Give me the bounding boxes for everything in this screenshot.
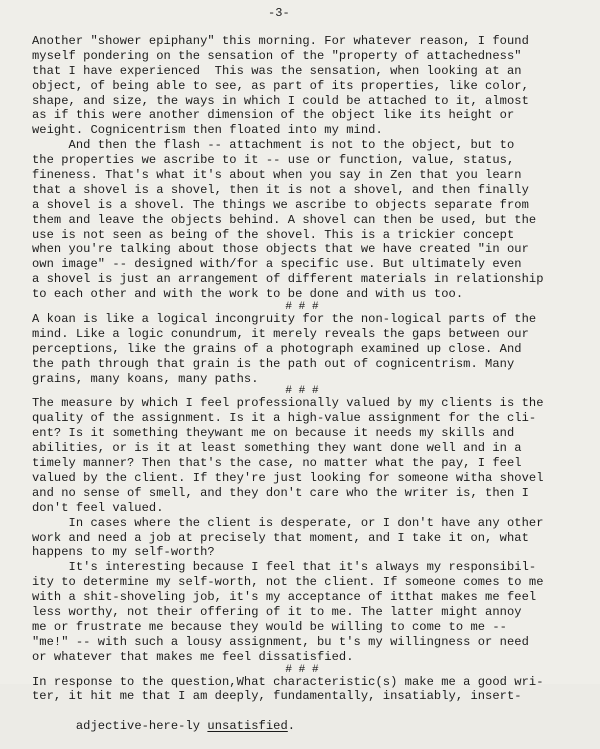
text-line: ity to determine my self-worth, not the client. If someone comes to me: [32, 575, 544, 590]
section-professional-value: [32, 396, 572, 664]
text-line: as if this were another dimension of the object like its height or: [32, 108, 515, 123]
text-line: perceptions, like the grains of a photograph examined up close. And: [32, 341, 522, 356]
text-line: weight. Cognicentrism then floated into my mind.: [32, 123, 383, 138]
document-body: [32, 34, 572, 734]
text-line: A koan is like a logical incongruity for the non-logical parts of the: [32, 312, 537, 327]
text-line: a shovel is a shovel. The things we ascribe to objects separate from: [32, 197, 529, 212]
text-line: or whatever that makes me feel dissatisfied.: [32, 649, 354, 664]
text-line: the properties we ascribe to it -- use or function, value, status,: [32, 153, 515, 168]
underlined-word: unsatisfied: [207, 719, 288, 734]
text-line: myself pondering on the sensation of the "property of attachedness": [32, 48, 522, 63]
text-line: timely manner? Then that's the case, no matter what the pay, I feel: [32, 456, 522, 471]
text-line: Another "shower epiphany" this morning. For whatever reason, I found: [32, 34, 529, 48]
section-writer-characteristics: [32, 675, 572, 705]
text-line: with a shit-shoveling job, it's my acceptance of itthat makes me feel: [32, 590, 537, 605]
text-line: work and need a job at precisely that moment, and I take it on, what: [32, 530, 529, 545]
section-separator: # # #: [285, 663, 319, 676]
section-koan: [32, 312, 572, 386]
text-line: abilities, or is it at least something they want done well and in a: [32, 441, 522, 456]
text-line: a shovel is just an arrangement of different materials in relationship: [32, 272, 544, 287]
section-separator: # # #: [285, 385, 319, 398]
text-line: grains, many koans, many paths.: [32, 371, 259, 386]
text-line: ter, it hit me that I am deeply, fundamentally, insatiably, insert-: [32, 689, 522, 704]
text-line: "me!" -- with such a lousy assignment, bu t's my willingness or need: [32, 634, 529, 649]
text-line: less worthy, not their offering of it to me. The latter might annoy: [32, 604, 522, 619]
text-line: In cases where the client is desperate, or I don't have any other: [32, 515, 544, 530]
text-line: me or frustrate me because they would be willing to come to me --: [32, 619, 507, 634]
text-line: happens to my self-worth?: [32, 545, 215, 560]
text-line: The measure by which I feel professionally valued by my clients is the: [32, 396, 544, 411]
text-line: In response to the question,What characteristic(s) make me a good wri-: [32, 674, 544, 689]
text-line: that I have experienced This was the sensation, when looking at an: [32, 63, 522, 78]
text-line: that a shovel is a shovel, then it is not a shovel, and then finally: [32, 182, 529, 197]
text-line: fineness. That's what it's about when you say in Zen that you learn: [32, 168, 522, 183]
text-line: don't feel valued.: [32, 500, 164, 515]
text-line: [32, 704, 572, 734]
text-line: use is not seen as being of the shovel. This is a trickier concept: [32, 227, 515, 242]
text-line: the path through that grain is the path out of cognicentrism. Many: [32, 356, 515, 371]
text-line: quality of the assignment. Is it a high-value assignment for the cli-: [32, 411, 537, 426]
text-line: and no sense of smell, and they don't care who the writer is, then I: [32, 485, 529, 500]
text-line-prefix: adjective-here-ly: [75, 719, 208, 734]
text-line: when you're talking about those objects that we have created "in our: [32, 242, 529, 257]
text-line: ent? Is it something theywant me on because it needs my skills and: [32, 426, 515, 441]
text-line: And then the flash -- attachment is not to the object, but to: [32, 138, 515, 153]
text-line: to each other and with the work to be done and with us too.: [32, 287, 464, 302]
text-line: own image" -- designed with/for a specific use. But ultimately even: [32, 257, 522, 272]
text-line: object, of being able to see, as part of its properties, like color,: [32, 78, 529, 93]
text-line-suffix: .: [287, 719, 296, 734]
section-shower-epiphany: [32, 34, 572, 302]
text-line: valued by the client. If they're just looking for someone witha shovel: [32, 470, 544, 485]
page-number: -3-: [268, 6, 290, 20]
text-line: them and leave the objects behind. A shovel can then be used, but the: [32, 212, 537, 227]
text-line: shape, and size, the ways in which I could be attached to it, almost: [32, 93, 529, 108]
section-separator: # # #: [285, 301, 319, 314]
text-line: mind. Like a logic conundrum, it merely reveals the gaps between our: [32, 326, 529, 341]
text-line: It's interesting because I feel that it's always my responsibil-: [32, 560, 537, 575]
